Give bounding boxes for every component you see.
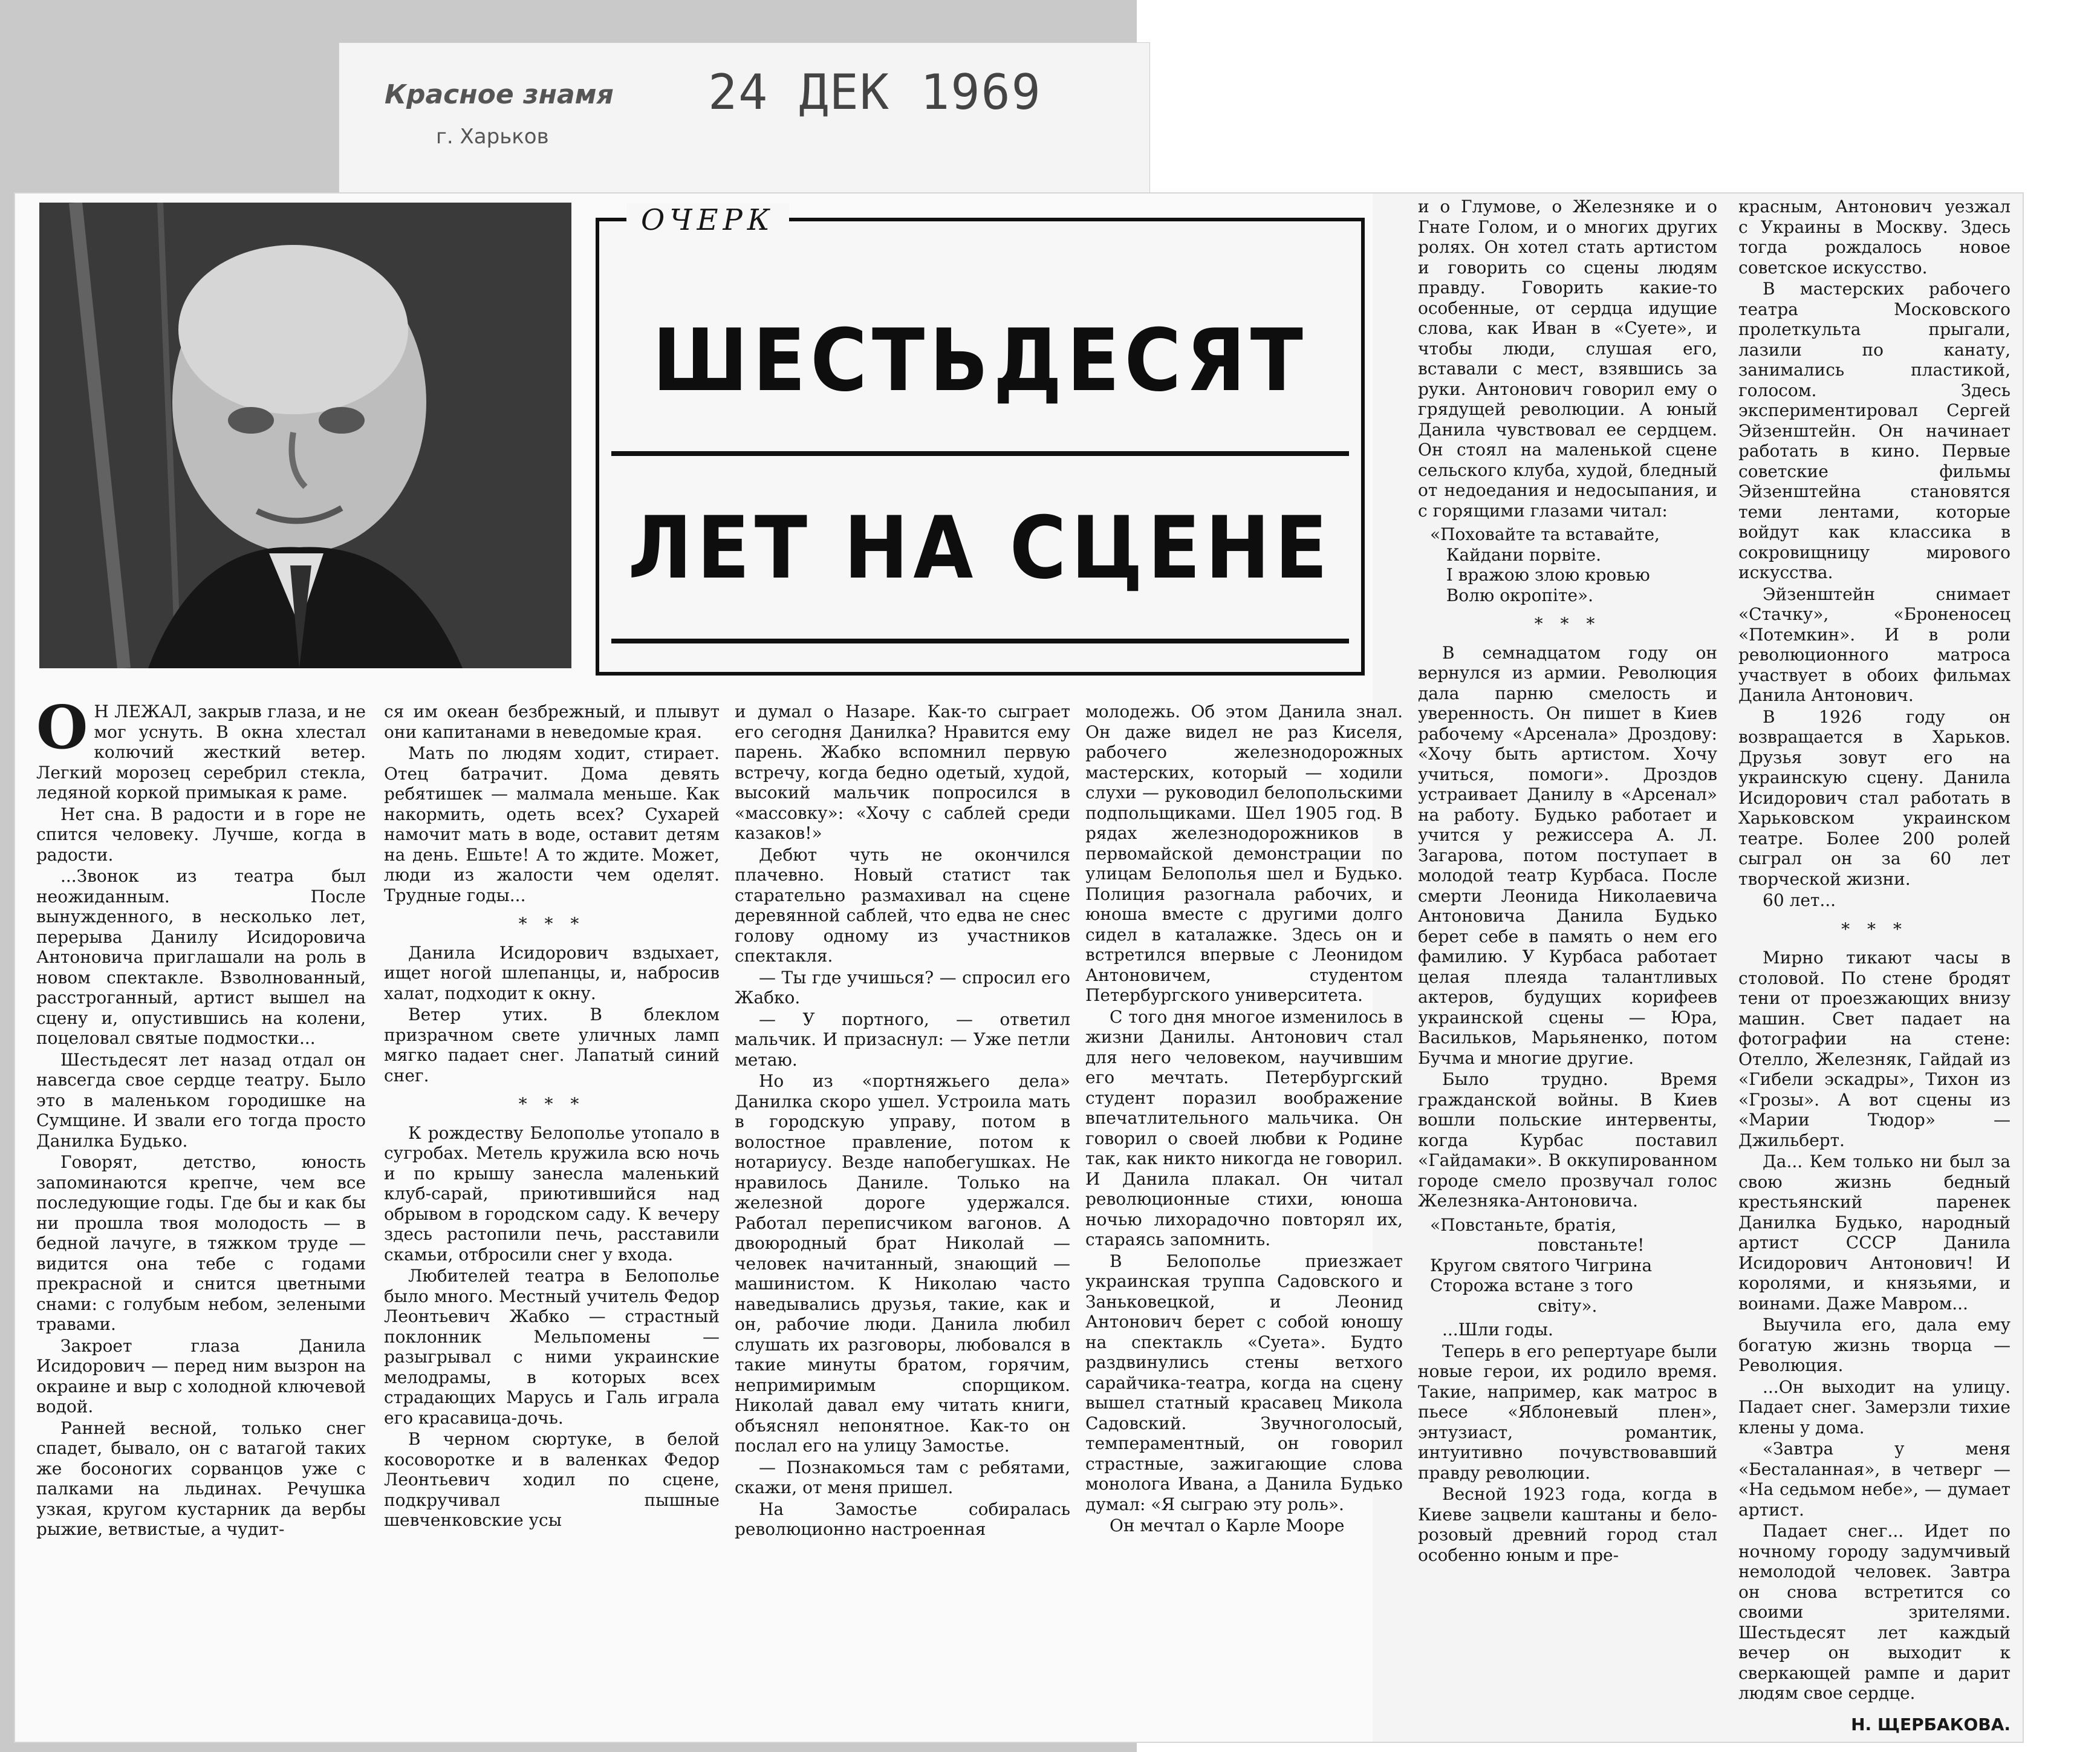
paragraph: К рождеству Белополье утопало в сугробах. Метель кружила всю ночь и по крышу занесла маленький клуб-сарай, приютившийся над обрывом в городском саду. К вечеру здесь растопили печь, расставили скамьи, отбросили снег у входа. [384, 1122, 720, 1265]
paragraph: Весной 1923 года, когда в Киеве зацвели каштаны и бело-розовый древний город стал особенно юным и пре- [1418, 1484, 1717, 1565]
paragraph: В Белополье приезжает украинская труппа Садовского и Заньковецкой, и Леонид Антонович берет с собой юношу на спектакль «Суета». Будто раздвинулись стены ветхого сарайчика-театра, когда на сцену вышел статный красавец Микола Садовский. Звучноголосый, темпераментный, он говорил страстные, зажигающие слова монолога Ивана, а Данила Будько думал: «Я сыграю эту роль». [1085, 1251, 1403, 1514]
paragraph: В 1926 году он возвращается в Харьков. Друзья зовут его на украинскую сцену. Данила Исидорович стал работать в Харьковском украинском театре. Более 200 ролей сыграл он за 60 лет творческой жизни. [1738, 706, 2011, 889]
author-signature: Н. ЩЕРБАКОВА. [1851, 1714, 2011, 1734]
paragraph: В черном сюртуке, в белой косоворотке и в валенках Федор Леонтьевич ходил по сцене, подкручивал пышные шевченковские усы [384, 1429, 720, 1530]
headline-line-2: ЛЕТ НА СЦЕНЕ [628, 498, 1333, 598]
paragraph: Выучила его, дала ему богатую жизнь творца — Революция. [1738, 1315, 2011, 1375]
headline-rule-bottom [611, 639, 1349, 643]
paragraph: Эйзенштейн снимает «Стачку», «Броненосец «Потемкин». И в роли революционного матроса участвует в обоих фильмах Данила Антонович. [1738, 584, 2011, 705]
paragraph: — Ты где учишься? — спросил его Жабко. [735, 967, 1070, 1008]
portrait-photo [39, 203, 571, 668]
article-column-3 [735, 702, 1070, 1742]
paragraph: и о Глумове, о Железняке и о Гнате Голом, и о многих других ролях. Он хотел стать артистом и говорить со сцены людям правду. Говорить какие-то особенные, от сердца идущие слова, как Иван в «Суете», и чтобы люди, слушая его, вставали с мест, взявшись за руки. Антонович говорил ему о грядущей революции. А юный Данила чувствовал ее сердцем. Он стоял на маленькой сцене сельского клуба, худой, бледный от недоедания и недосыпания, и с горящими глазами читал: [1418, 197, 1717, 521]
paragraph: Мирно тикают часы в столовой. По стене бродят тени от проезжающих внизу машин. Свет падает на фотографии на стене: Отелло, Железняк, Гайдай из «Гибели эскадры», Тихон из «Грозы». А вот сцены из «Марии Тюдор» — Джильберт. [1738, 948, 2011, 1150]
headline-line-1: ШЕСТЬДЕСЯТ [652, 311, 1308, 411]
article-column-6 [1738, 197, 2011, 1742]
newspaper-name: Красное знамя [385, 79, 614, 110]
paragraph: Было трудно. Время гражданской войны. В Киев вошли польские интервенты, когда Курбас поставил «Гайдамаки». В оккупированном городе смело прозвучал голос Железняка-Антоновича. [1418, 1069, 1717, 1211]
paragraph: «Завтра у меня «Бесталанная», в четверг — «На седьмом небе», — думает артист. [1738, 1439, 2011, 1520]
paragraph: — Познакомься там с ребятами, скажи, от меня пришел. [735, 1457, 1070, 1497]
paragraph: Шестьдесят лет назад отдал он навсегда свое сердце театру. Было это в маленьком городишке на Сумщине. И звали его тогда просто Данилка Будько. [36, 1049, 366, 1151]
paragraph: Ранней весной, только снег спадет, бывало, он с ватагой таких же босоногих сорванцов уже с палками на льдинах. Речушка узкая, кругом кустарник да вербы рыжие, ветвистые, а чудит- [36, 1418, 366, 1539]
headline-rule-top [611, 451, 1349, 456]
paragraph: Теперь в его репертуаре были новые герои, их родило время. Такие, например, как матрос в пьесе «Яблоневый плен», энтузиаст, романтик, интуитивно почувствовавший правду революции. [1418, 1341, 1717, 1483]
poem-quote: «Поховайте та вставайте, Кайдани порвіте. І вражою злою кровью Волю окропіте». [1430, 524, 1660, 605]
newspaper-clipping [15, 194, 2023, 1742]
section-separator: * * * [518, 1094, 585, 1114]
paragraph: В семнадцатом году он вернулся из армии. Революция дала парню смелость и уверенность. Он пишет в Киев рабочему «Арсенала» Дроздову: «Хочу быть артистом. Хочу учиться, помоги». Дроздов устраивает Данилу в «Арсенал» на работу. Будько работает и учится у режиссера А. Л. Загарова, потом поступает в молодой театр Курбаса. После смерти Леонида Николаевича Антоновича Данила Будько берет себе в память о нем его фамилию. У Курбаса работает целая плеяда талантливых актеров, будущих корифеев украинской сцены — Юра, Васильков, Марьяненко, потом Бучма и многие другие. [1418, 642, 1717, 1068]
poem-quote: «Повстаньте, братія, повстаньте! Кругом святого Чигрина Сторожа встане з того світу». [1430, 1214, 1653, 1316]
paragraph: Закроет глаза Данила Исидорович — перед ним вызрон на окраине и выр с холодной ключевой водой. [36, 1335, 366, 1416]
source-label-slip [339, 42, 1150, 207]
article-column-2 [384, 702, 720, 1742]
paragraph: 60 лет... [1763, 890, 1836, 910]
date-stamp: 24 ДЕК 1969 [708, 64, 1042, 120]
paragraph: Ветер утих. В блеклом призрачном свете уличных ламп мягко падает снег. Лапатый синий снег. [384, 1005, 720, 1086]
paragraph: — У портного, — ответил мальчик. И призаснул: — Уже петли метаю. [735, 1009, 1070, 1070]
article-column-4 [1085, 702, 1403, 1742]
paragraph: Данила Исидорович вздыхает, ищет ногой шлепанцы, и, набросив халат, подходит к окну. [384, 942, 720, 1003]
newspaper-city: г. Харьков [436, 125, 549, 149]
headline-box [596, 203, 1365, 676]
paragraph: ся им океан безбрежный, и плывут они капитанами в неведомые края. [384, 702, 720, 742]
article-column-1 [36, 702, 366, 1742]
section-separator: * * * [1534, 614, 1601, 634]
article-column-5 [1418, 197, 1717, 1742]
paragraph: На Замостье собиралась революционно настроенная [735, 1499, 1070, 1539]
paragraph: ...Звонок из театра был неожиданным. После вынужденного, в несколько лет, перерыва Данилу Исидоровича Антоновича приглашали на роль в новом спектакле. Взволнованный, расстроганный, артист вышел на сцену и, опустившись на колени, поцеловал святые подмостки... [36, 866, 366, 1048]
rubric-label: ОЧЕРК [626, 203, 789, 237]
paragraph: ...Шли годы. [1442, 1320, 1553, 1340]
paragraph: Он мечтал о Карле Мооре [1110, 1516, 1345, 1535]
drop-cap: О [36, 702, 88, 763]
paragraph: Говорят, детство, юность запоминаются крепче, чем все последующие годы. Где бы и как бы ни прошла твоя молодость — в бедной лачуге, в тяжком труде — видится она тебе с годами прекрасной и снится цветными снами: с голубым небом, зелеными травами. [36, 1152, 366, 1334]
paragraph: В мастерских рабочего театра Московского пролеткульта прыгали, лазили по канату, занимались пластикой, голосом. Здесь экспериментировал Сергей Эйзенштейн. Он начинает работать в кино. Первые советские фильмы Эйзенштейна становятся теми лентами, которые войдут как классика в сокровищницу мирового искусства. [1738, 279, 2011, 582]
paragraph: Любителей театра в Белополье было много. Местный учитель Федор Леонтьевич Жабко — страстный поклонник Мельпомены — разыгрывал с ними украинские мелодрамы, в которых всех страдающих Марусь и Галь играла его красавица-дочь. [384, 1266, 720, 1428]
paragraph: С того дня многое изменилось в жизни Данилы. Антонович стал для него человеком, научившим его мечтать. Петербургский студент поразил воображение впечатлительного мальчика. Он говорил о своей любви к Родине так, как никто никогда не говорил. И Данила плакал. Он читал революционные стихи, юноша ночью лихорадочно повторял их, стараясь запомнить. [1085, 1006, 1403, 1249]
paragraph: О Н ЛЕЖАЛ, закрыв глаза, и не мог уснуть. В окна хлестал колючий жесткий ветер. Легкий морозец серебрил стекла, ледяной коркой примыкая к раме. [36, 702, 366, 803]
section-separator: * * * [518, 914, 585, 934]
paragraph: Дебют чуть не окончился плачевно. Новый статист так старательно размахивал на сцене деревянной саблей, что едва не снес голову одному из участников спектакля. [735, 844, 1070, 966]
paragraph: Да... Кем только ни был за свою жизнь бедный крестьянский паренек Данилка Будько, народный артист СССР Данила Исидорович Антонович! И королями, и князьями, и воинами. Даже Мавром... [1738, 1151, 2011, 1314]
paragraph: молодежь. Об этом Данила знал. Он даже видел не раз Киселя, рабочего железнодорожных мастерских, который — ходили слухи — руководил белопольскими подпольщиками. Шел 1905 год. В рядах железнодорожников в первомайской демонстрации по улицам Белополья шел и Будько. Полиция разогнала рабочих, и юноша вместе с другими долго сидел в каталажке. Здесь он и встретился впервые с Леонидом Антоновичем, студентом Петербургского университета. [1085, 702, 1403, 1005]
paragraph: красным, Антонович уезжал с Украины в Москву. Здесь тогда рождалось новое советское искусство. [1738, 197, 2011, 278]
paragraph: и думал о Назаре. Как-то сыграет его сегодня Данилка? Нравится ему парень. Жабко вспомнил первую встречу, когда бедно одетый, худой, высокий мальчик попросился в «массовку»: «Хочу с саблей среди казаков!» [735, 702, 1070, 843]
paragraph: Но из «портняжьего дела» Данилка скоро ушел. Устроила мать в городскую управу, потом в волостное правление, потом к нотариусу. Везде напобегушках. Не нравилось Даниле. Только на железной дороге удержался. Работал переписчиком вагонов. А двоюродный брат Николай — человек начитанный, знающий — машинистом. К Николаю часто наведывались друзья, такие, как и он, рабочие люди. Данила любил слушать их разговоры, любовался в такие минуты братом, горячим, непримиримым спорщиком. Николай давал ему читать книги, объяснял непонятное. Как-то он послал его на улицу Замостье. [735, 1071, 1070, 1456]
paragraph: Мать по людям ходит, стирает. Отец батрачит. Дома девять ребятишек — малмала меньше. Как накормить, одеть всех? Сухарей намочит мать в воде, оставит детям на день. Ешьте! А то ждите. Может, люди из жалости чем оделят. Трудные годы... [384, 743, 720, 905]
paragraph: Нет сна. В радости и в горе не спится человеку. Лучше, когда в радости. [36, 804, 366, 865]
section-separator: * * * [1841, 919, 1908, 939]
portrait-illustration [39, 203, 571, 668]
paragraph: ...Он выходит на улицу. Падает снег. Замерзли тихие клены у дома. [1738, 1376, 2011, 1438]
paragraph: Падает снег... Идет по ночному городу задумчивый немолодой человек. Завтра он снова встретится со своими зрителями. Шестьдесят лет каждый вечер он выходит к сверкающей рампе и дарит людям свое сердце. [1738, 1521, 2011, 1703]
